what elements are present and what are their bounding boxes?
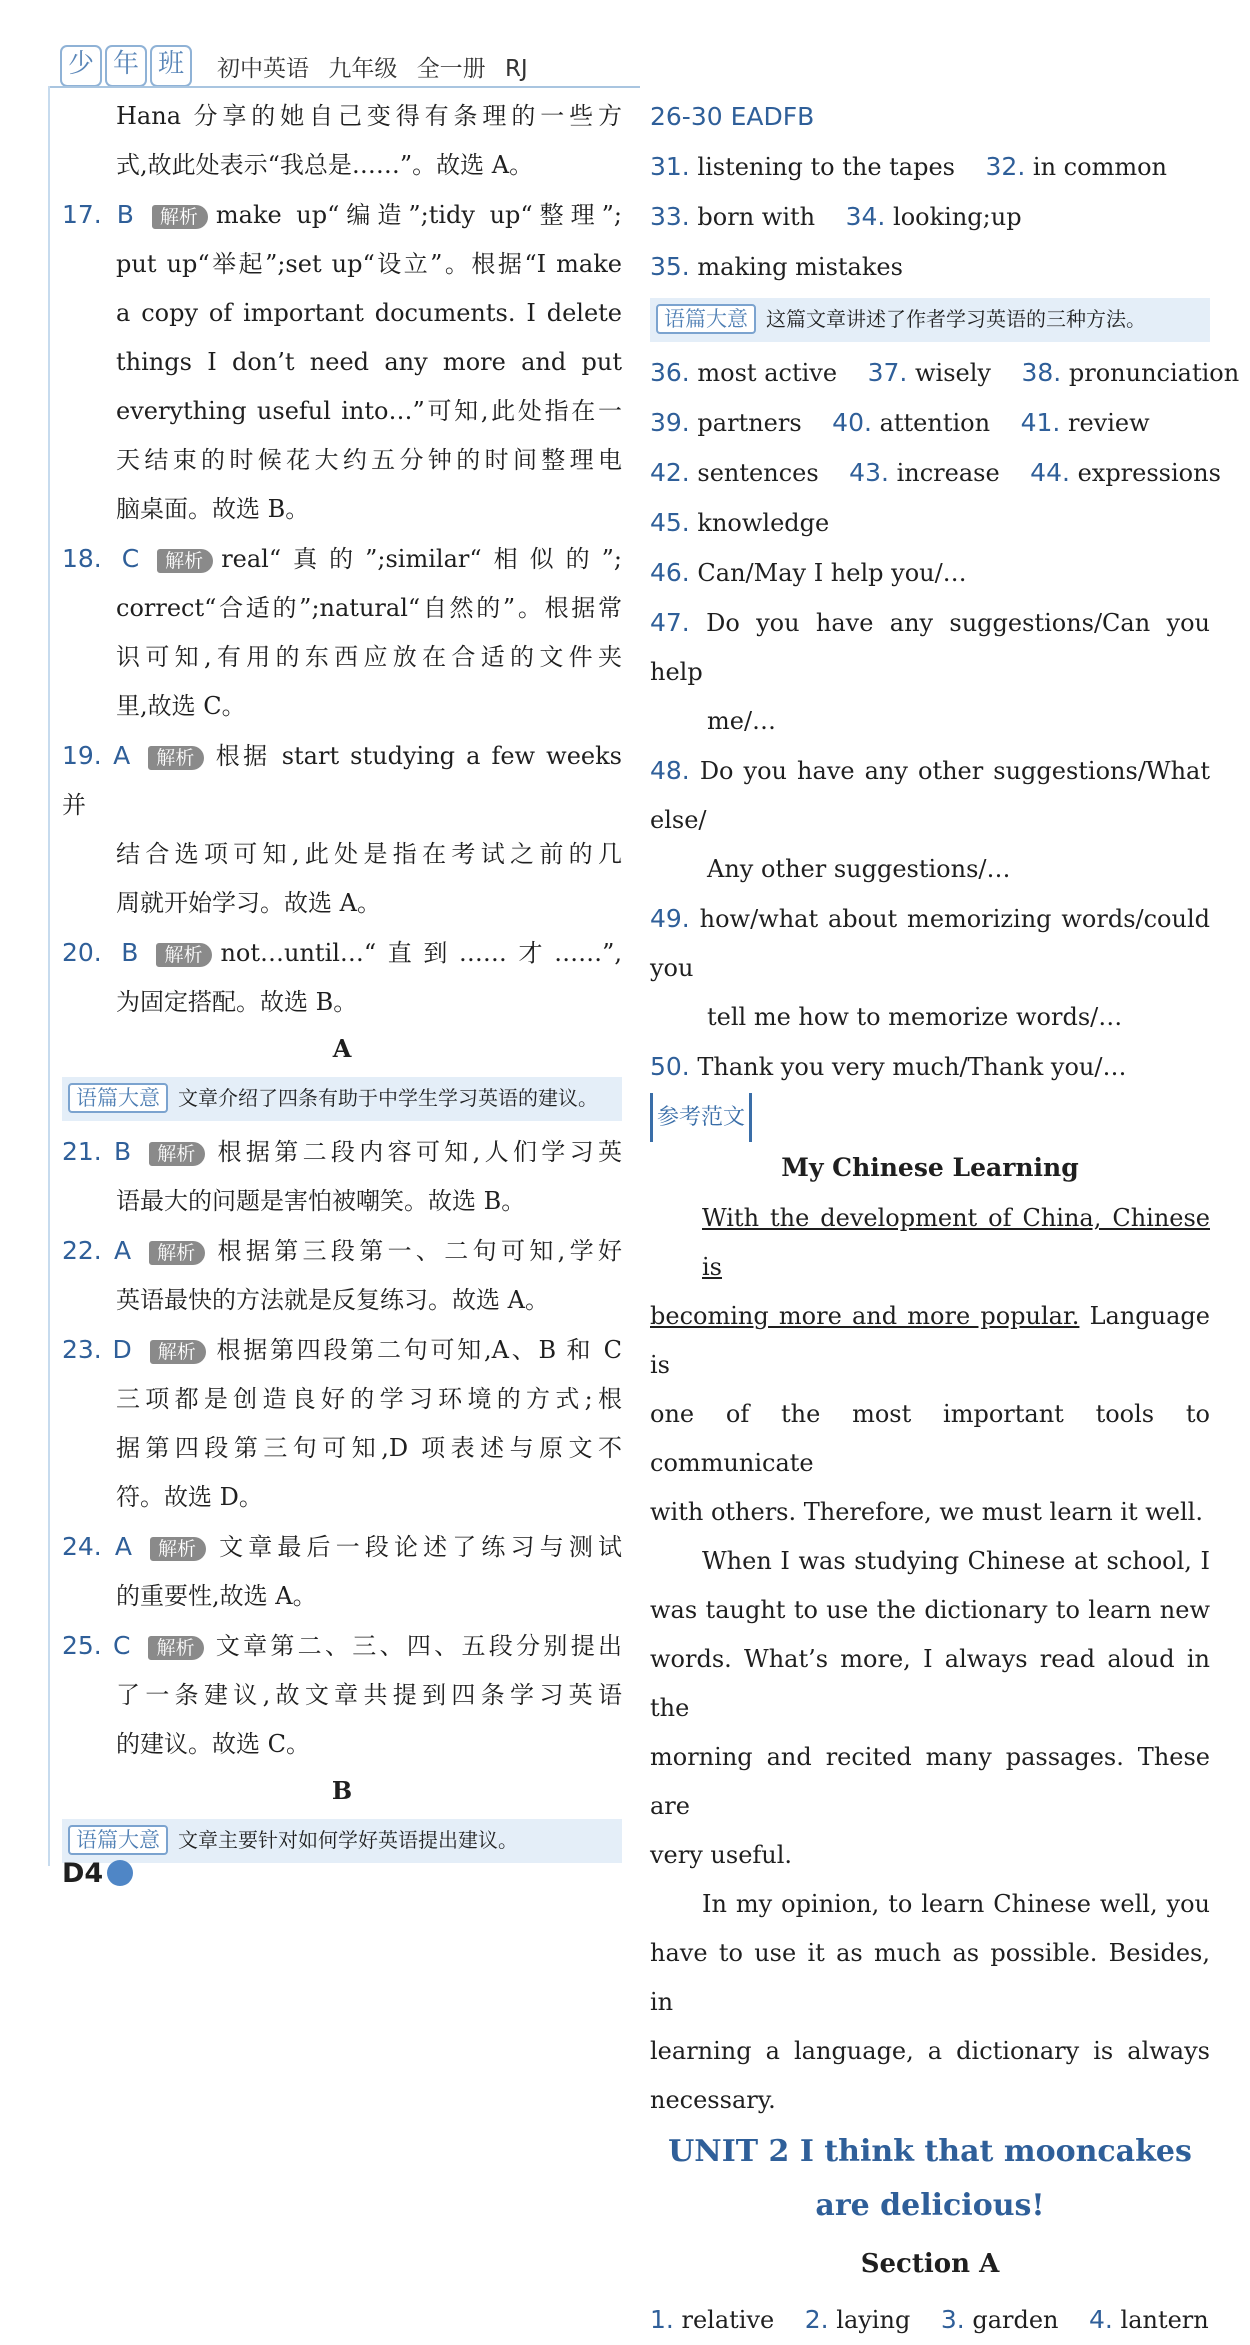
- q17-head: 17. B 解析 make up“编造”;tidy up“整理”;: [62, 200, 623, 229]
- reference-label-row: [650, 1092, 1210, 1142]
- q20-head: 20. B 解析 not…until…“直到……才……”,: [62, 938, 622, 967]
- q16-line: Hana 分享的她自己变得有条理的一些方: [116, 102, 622, 130]
- summary-tag: 语篇大意: [68, 1083, 168, 1113]
- header-divider: [50, 86, 640, 88]
- summary-box: 语篇大意 这篇文章讲述了作者学习英语的三种方法。: [650, 298, 1210, 342]
- q25-line: 了一条建议,故文章共提到四条学习英语: [116, 1681, 622, 1709]
- section-a-title: Section A: [860, 2249, 1000, 2279]
- q24-head: 24. A 解析 文章最后一段论述了练习与测试: [62, 1532, 622, 1561]
- page-dot-icon: [107, 1860, 133, 1886]
- q24-line: 的重要性,故选 A。: [116, 1582, 317, 1610]
- answer-row: 48. Do you have any other suggestions/What else/: [650, 756, 1210, 834]
- summary-box: 语篇大意 文章主要针对如何学好英语提出建议。: [62, 1819, 622, 1863]
- analysis-tag: 解析: [152, 205, 208, 229]
- analysis-tag: 解析: [150, 1537, 206, 1561]
- q22-head: 22. A 解析 根据第三段第一、二句可知,学好: [62, 1236, 622, 1265]
- q17-line: put up“举起”;set up“设立”。根据“I make: [116, 250, 622, 278]
- analysis-tag: 解析: [149, 1241, 205, 1265]
- essay-line: words. What’s more, I always read aloud in the: [650, 1645, 1210, 1722]
- answer-row: 42. sentences 43. increase 44. expressions: [650, 458, 1221, 487]
- right-column: [650, 92, 1240, 2345]
- q23-line: 三项都是创造良好的学习环境的方式;根: [116, 1385, 622, 1413]
- answer-row: 33. born with 34. looking;up: [650, 202, 1022, 231]
- essay-line: have to use it as much as possible. Besides, in: [650, 1939, 1210, 2016]
- section-b-heading: B: [331, 1776, 353, 1805]
- q18-line: correct“合适的”;natural“自然的”。根据常: [116, 594, 622, 622]
- essay-line: was taught to use the dictionary to learn new: [650, 1596, 1210, 1624]
- q17-line: a copy of important documents. I delete: [116, 299, 622, 327]
- page-number: D4: [62, 1858, 104, 1889]
- q17-line: things I don’t need any more and put: [116, 348, 622, 376]
- analysis-tag: 解析: [150, 1340, 206, 1364]
- unit-title: UNIT 2 I think that mooncakes: [668, 2134, 1192, 2169]
- q19-line: 周就开始学习。故选 A。: [116, 889, 381, 917]
- analysis-tag: 解析: [148, 1636, 204, 1660]
- essay-title: My Chinese Learning: [781, 1153, 1079, 1182]
- essay-line: necessary.: [650, 2086, 776, 2114]
- q25-head: 25. C 解析 文章第二、三、四、五段分别提出: [62, 1631, 622, 1660]
- q21-line: 语最大的问题是害怕被嘲笑。故选 B。: [116, 1187, 526, 1215]
- essay-line: one of the most important tools to communicate: [650, 1400, 1210, 1477]
- essay-line: morning and recited many passages. These are: [650, 1743, 1210, 1820]
- section-a-heading: A: [332, 1034, 352, 1063]
- answer-row: 46. Can/May I help you/…: [650, 558, 967, 587]
- essay-line: In my opinion, to learn Chinese well, you: [702, 1890, 1210, 1918]
- q18-line: 识可知,有用的东西应放在合适的文件夹: [116, 643, 622, 671]
- q16-line: 式,故此处表示“我总是……”。故选 A。: [116, 151, 534, 179]
- essay-line: When I was studying Chinese at school, I: [702, 1547, 1210, 1575]
- q17-line: 脑桌面。故选 B。: [116, 495, 310, 523]
- page-footer: [62, 1858, 133, 1889]
- q25-line: 的建议。故选 C。: [116, 1730, 310, 1758]
- q23-head: 23. D 解析 根据第四段第二句可知,A、B 和 C: [62, 1335, 622, 1364]
- essay-line: With the development of China, Chinese is: [702, 1204, 1210, 1281]
- page-header: [60, 44, 528, 88]
- answer-row: 35. making mistakes: [650, 252, 903, 281]
- q17-line: everything useful into…”可知,此处指在一: [116, 397, 622, 425]
- q18-line: 里,故选 C。: [116, 692, 246, 720]
- analysis-tag: 解析: [149, 1142, 205, 1166]
- analysis-tag: 解析: [157, 549, 213, 573]
- essay-line: learning a language, a dictionary is always: [650, 2037, 1210, 2065]
- summary-tag: 语篇大意: [656, 304, 756, 334]
- q21-head: 21. B 解析 根据第二段内容可知,人们学习英: [62, 1137, 622, 1166]
- reference-label: 参考范文: [650, 1093, 752, 1142]
- analysis-tag: 解析: [148, 746, 204, 770]
- q22-line: 英语最快的方法就是反复练习。故选 A。: [116, 1286, 549, 1314]
- grade: 九年级: [328, 55, 398, 82]
- answer-cont: me/…: [707, 707, 777, 735]
- brand-logo: 少 年 班: [60, 45, 195, 87]
- volume: 全一册: [416, 55, 486, 82]
- header-meta: [217, 50, 528, 83]
- analysis-tag: 解析: [156, 943, 212, 967]
- answer-row: 49. how/what about memorizing words/could you: [650, 904, 1210, 982]
- answer-row: 47. Do you have any suggestions/Can you help: [650, 608, 1210, 686]
- left-column: [62, 92, 622, 1869]
- answers-26-30: 26-30 EADFB: [650, 102, 815, 131]
- q19-head: 19. A 解析 根据 start studying a few weeks 并: [62, 741, 622, 819]
- q20-line: 为固定搭配。故选 B。: [116, 988, 358, 1016]
- summary-tag: 语篇大意: [68, 1825, 168, 1855]
- essay-line: with others. Therefore, we must learn it well.: [650, 1498, 1203, 1526]
- summary-box: 语篇大意 文章介绍了四条有助于中学生学习英语的建议。: [62, 1077, 622, 1121]
- q17-line: 天结束的时候花大约五分钟的时间整理电: [116, 446, 622, 474]
- unit-title-cont: are delicious!: [815, 2188, 1045, 2223]
- edition: RJ: [504, 55, 528, 82]
- q23-line: 据第四段第三句可知,D 项表述与原文不: [116, 1434, 622, 1462]
- answer-row: 31. listening to the tapes 32. in common: [650, 152, 1167, 181]
- q19-line: 结合选项可知,此处是指在考试之前的几: [116, 840, 622, 868]
- side-rule: [48, 86, 50, 1866]
- answer-cont: tell me how to memorize words/…: [707, 1003, 1123, 1031]
- answer-row: 1. relative 2. laying 3. garden 4. lantern: [650, 2305, 1209, 2334]
- answer-row: 45. knowledge: [650, 508, 830, 537]
- answer-cont: Any other suggestions/…: [707, 855, 1011, 883]
- essay-line: becoming more and more popular. Language is: [650, 1302, 1211, 1379]
- subject: 初中英语: [217, 55, 309, 82]
- answer-row: 39. partners 40. attention 41. review: [650, 408, 1150, 437]
- essay-line: very useful.: [650, 1841, 793, 1869]
- answer-row: 50. Thank you very much/Thank you/…: [650, 1052, 1127, 1081]
- answer-row: 36. most active 37. wisely 38. pronunciation: [650, 358, 1240, 387]
- q18-head: 18. C 解析 real“真的”;similar“相似的”;: [62, 544, 622, 573]
- q23-line: 符。故选 D。: [116, 1483, 263, 1511]
